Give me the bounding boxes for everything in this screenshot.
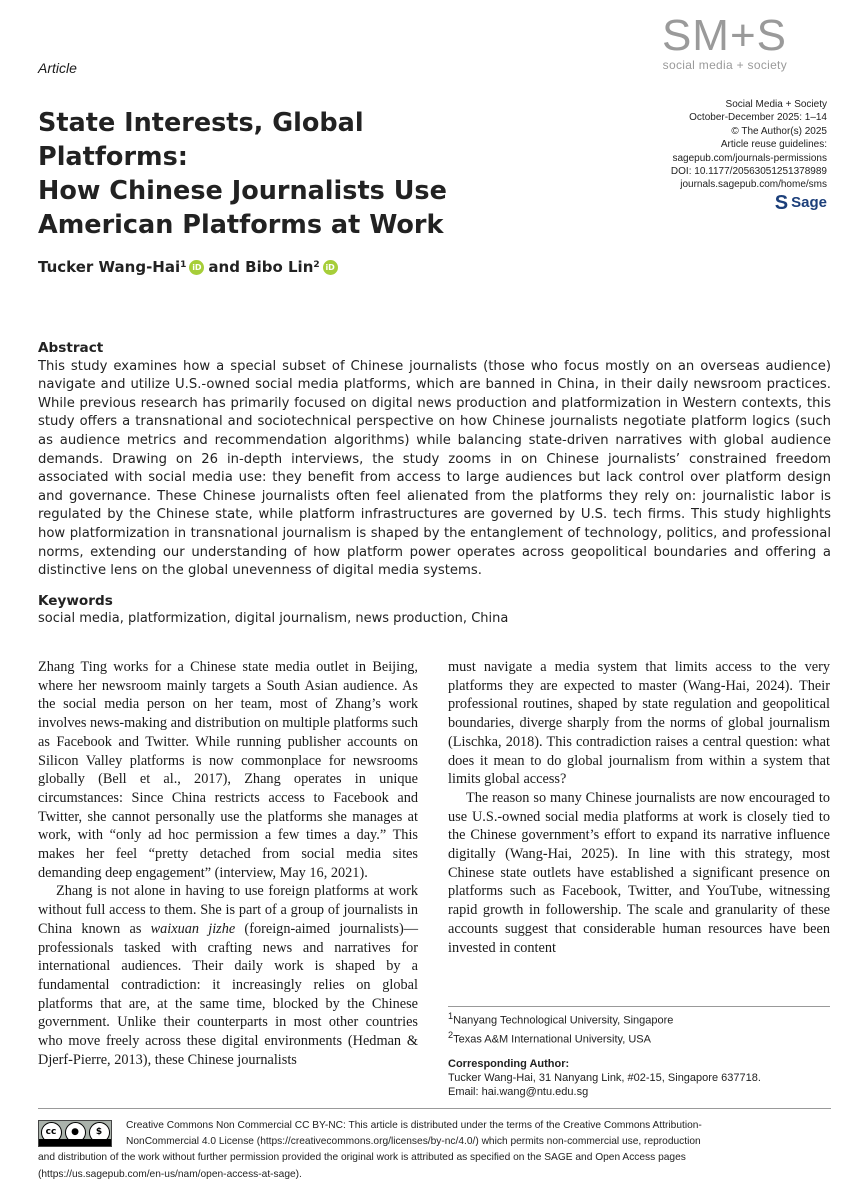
- journal-logo-tagline: social media + society: [662, 58, 787, 72]
- body-column-left: [38, 658, 418, 1069]
- cc-icon: cc: [41, 1122, 62, 1143]
- license-line: NonCommercial 4.0 License (https://creativecommons.org/licenses/by-nc/4.0/) which permits non-commercial use, reproduction: [126, 1136, 701, 1148]
- permissions-link[interactable]: sagepub.com/journals-permissions: [672, 152, 827, 164]
- publisher-logo: [774, 191, 827, 214]
- body-column-right: [448, 658, 830, 957]
- author-affil-sup: 2: [313, 260, 320, 270]
- journal-name: Social Media + Society: [725, 99, 827, 110]
- license-line: (https://us.sagepub.com/en-us/nam/open-access-at-sage).: [38, 1168, 302, 1180]
- keywords-text: social media, platformization, digital journalism, news production, China: [38, 611, 509, 626]
- license-divider: [38, 1108, 831, 1109]
- author-list: [38, 258, 342, 276]
- italic-term: waixuan jizhe: [150, 920, 236, 937]
- article-title: [38, 106, 508, 242]
- orcid-icon[interactable]: iD: [323, 260, 338, 275]
- reuse-label: Article reuse guidelines:: [720, 139, 827, 151]
- nc-icon: $: [89, 1122, 110, 1143]
- title-line: State Interests, Global Platforms:: [38, 108, 364, 172]
- author-name: Tucker Wang-Hai: [38, 258, 181, 276]
- abstract-heading: Abstract: [38, 340, 104, 356]
- keywords-section: [38, 592, 831, 628]
- doi[interactable]: DOI: 10.1177/20563051251378989: [670, 166, 827, 178]
- corresponding-address: Tucker Wang-Hai, 31 Nanyang Link, #02-15, Singapore 637718.: [448, 1071, 761, 1084]
- issue-dates: October-December 2025: 1–14: [689, 112, 827, 124]
- affiliation-item: $^2$Texas A&M International University, USA: [448, 1029, 651, 1046]
- keywords-heading: Keywords: [38, 593, 113, 609]
- affiliation-item: $^1$Nanyang Technological University, Singapore: [448, 1011, 674, 1027]
- by-icon: ●: [65, 1122, 86, 1143]
- body-paragraph: Zhang is not alone in having to use foreign platforms at work without full access to them. She is part of a group of journalists in China known as waixuan jizhe (foreign-aimed journalists)—professionals tasked with crafting news and narratives for international audiences. Their daily work is shaped by a fundamental contradiction: it increasingly relies on global platforms that are, at the same time, blocked by the Chinese government. Unlike their counterparts in most other countries who move freely across these digital environments (Hedman & Djerf-Pierre, 2013), these Chinese journalists: [38, 883, 418, 1068]
- orcid-icon[interactable]: iD: [189, 260, 204, 275]
- title-line: American Platforms at Work: [38, 210, 444, 240]
- abstract-text: This study examines how a special subset of Chinese journalists (those who focus mostly on an overseas audience) navigate and utilize U.S.-owned social media platforms, which are banned in China, in their daily newsroom practices. While previous research has primarily focused on digital news production and platformization in Western contexts, this study offers a transnational and sociotechnical perspective on how Chinese journalists negotiate platform logics (such as audience metrics and recommendation algorithms) while balancing state-driven narratives with global audience demands. Drawing on 26 in-depth interviews, the study zooms in on Chinese journalists’ constrained freedom associated with social media use: they benefit from access to large audiences but lack control over platform design and governance. These Chinese journalists often feel alienated from the platforms they rely on: journalistic labor is regulated by the Chinese state, while platform infrastructures are governed by U.S. tech firms. This study highlights how platformization in transnational journalism is shaped by the entanglement of technology, politics, and professional norms, extending our understanding of how platform power operates across geopolitical boundaries and offering a distinctive lens on the global unevenness of digital media systems.: [38, 358, 831, 579]
- corresponding-email[interactable]: Email: hai.wang@ntu.edu.sg: [448, 1086, 589, 1099]
- body-paragraph: Zhang Ting works for a Chinese state media outlet in Beijing, where her newsroom mainly targets a South Asian audience. As the social media person on her team, most of Zhang’s work involves news-making and distribution on multiple platforms such as Facebook and Twitter. While running publisher accounts on Silicon Valley platforms is now commonplace for newsrooms globally (Bell et al., 2017), Zhang operates in unique circumstances: Since China restricts access to Facebook and Twitter, she cannot personally use the platforms she manages at work, with “only ad hoc permission a few times a day.” This makes her feel “pretty detached from social media sites demanding deep engagement” (interview, May 16, 2021).: [38, 659, 419, 881]
- journal-home-link[interactable]: journals.sagepub.com/home/sms: [680, 179, 827, 191]
- title-line: How Chinese Journalists Use: [38, 176, 447, 206]
- license-line: and distribution of the work without further permission provided the original work is attributed as specified on the SAGE and Open Access pages: [38, 1152, 686, 1164]
- journal-meta: [671, 98, 827, 192]
- corresponding-author-heading: Corresponding Author:: [448, 1057, 570, 1070]
- body-paragraph: must navigate a media system that limits access to the very platforms they are expected to master (Wang-Hai, 2024). Their professional routines, shaped by state regulation and geopolitical boundaries, diverge sharply from the norms of global journalism (Lischka, 2018). This contradiction raises a central question: what does it mean to do global journalism from within a system that limits global access?: [448, 659, 830, 788]
- publisher-name: Sage: [791, 194, 827, 211]
- journal-logo: [661, 11, 787, 72]
- article-type-label: Article: [38, 60, 77, 76]
- body-paragraph: The reason so many Chinese journalists are now encouraged to use U.S.-owned social media platforms at work is closely tied to the Chinese government’s effort to expand its narrative influence digitally (Wang-Hai, 2025). In line with this strategy, most Chinese state outlets have established a significant presence on platforms such as Facebook, Twitter, and YouTube, witnessing rapid growth in followership. The scale and granularity of these accounts suggest that considerable human resources have been invested in content: [448, 789, 830, 956]
- abstract-section: [38, 339, 831, 581]
- copyright: © The Author(s) 2025: [731, 125, 827, 137]
- license-line: Creative Commons Non Commercial CC BY-NC: This article is distributed under the terms of the Creative Commons Attribution-: [126, 1120, 702, 1131]
- sage-s-icon: S: [774, 191, 789, 214]
- author-name: and Bibo Lin: [208, 258, 314, 276]
- affiliations: [448, 1006, 830, 1099]
- journal-logo-mark: SM+S: [661, 11, 787, 60]
- author-affil-sup: 1: [180, 260, 187, 270]
- license-text: [38, 1118, 831, 1183]
